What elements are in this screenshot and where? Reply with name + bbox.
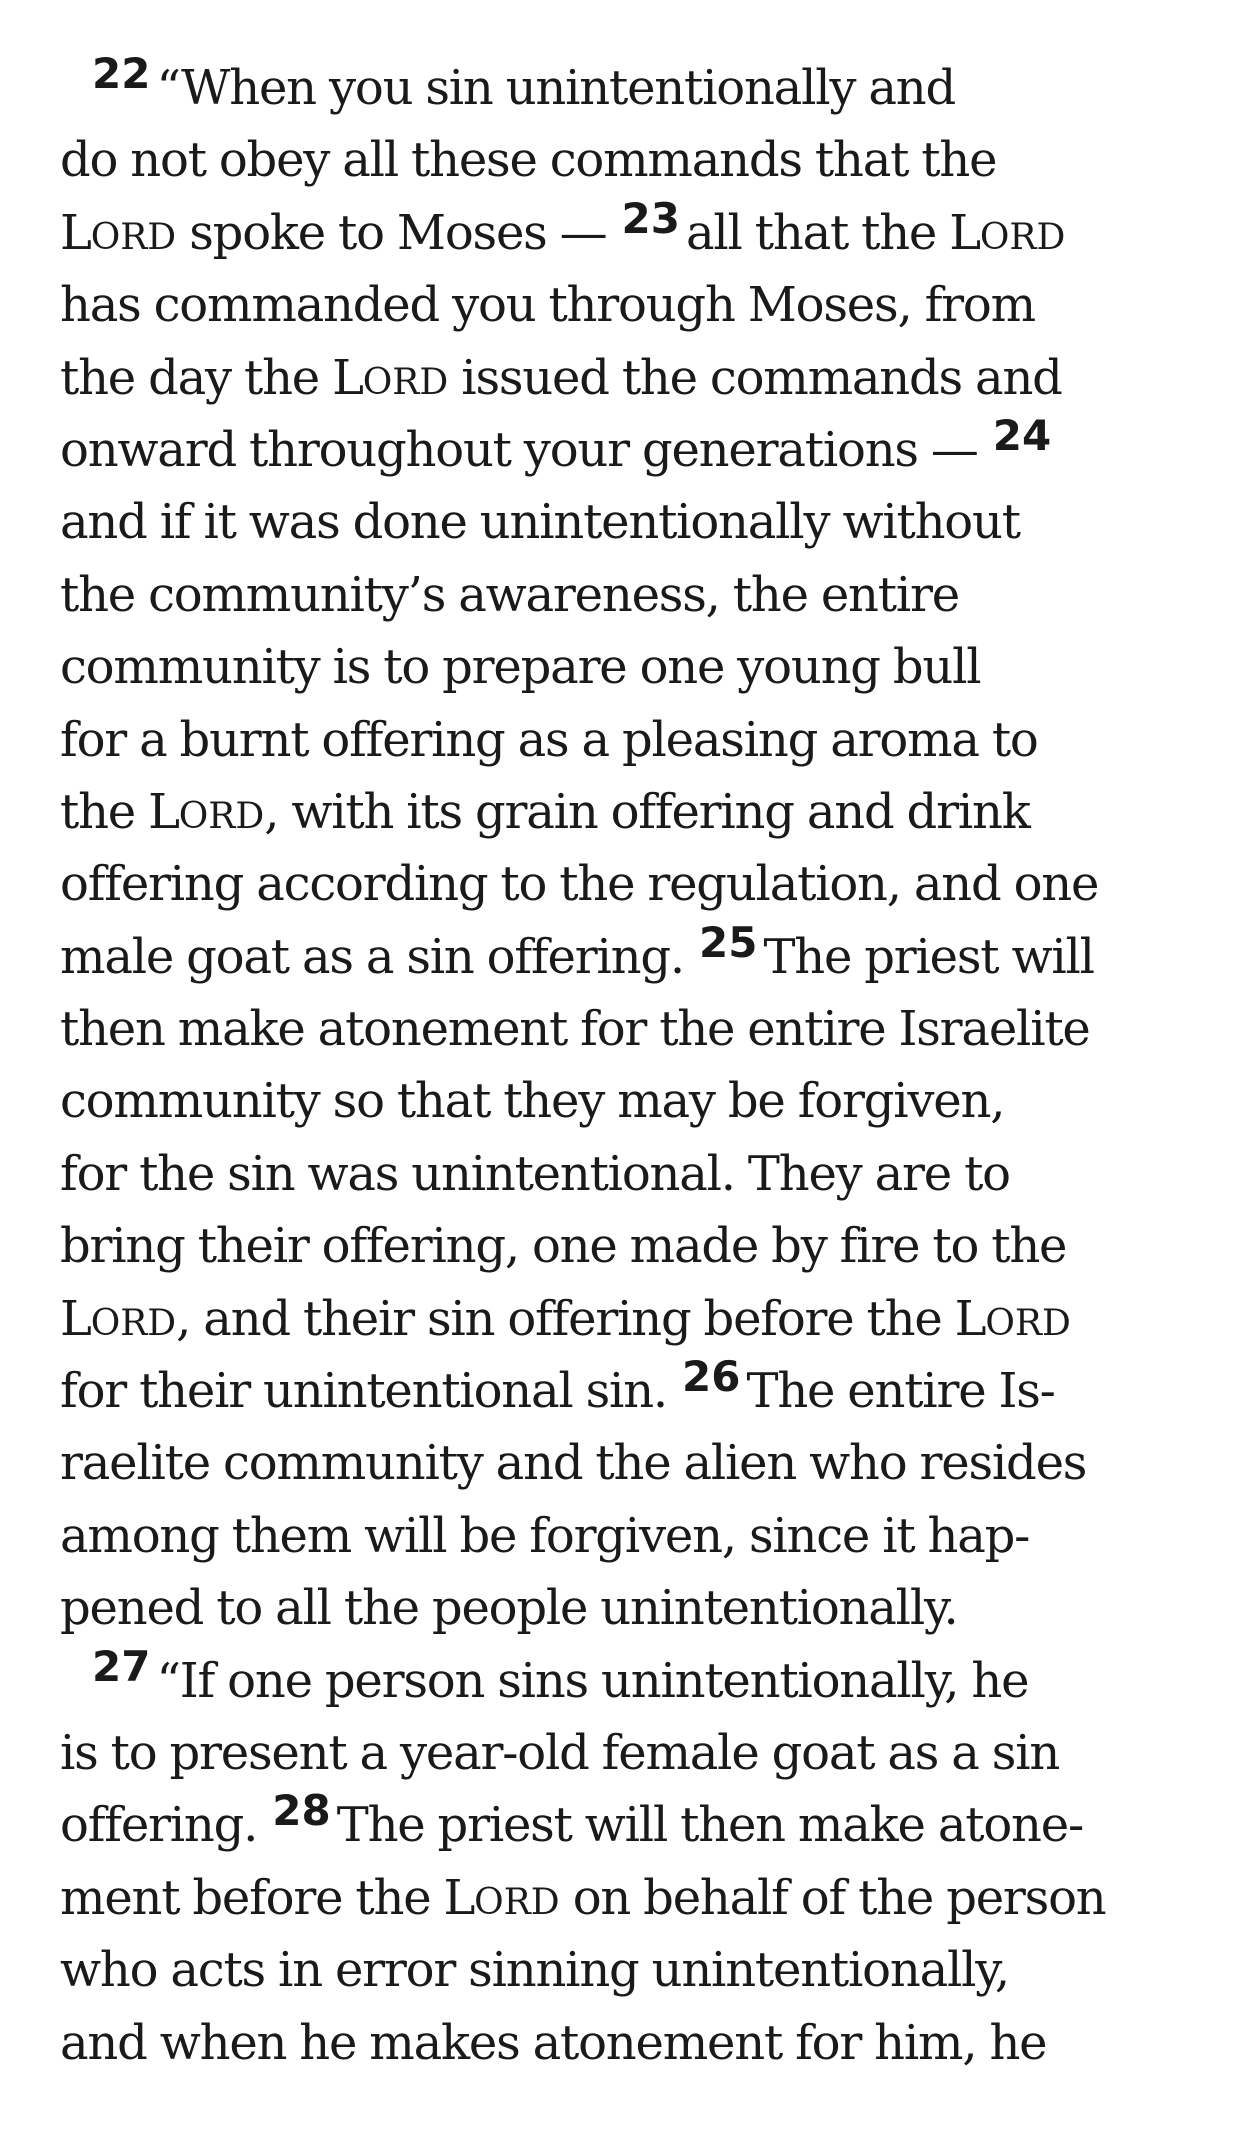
line-text: “When you sin unintentionally and bbox=[156, 60, 956, 116]
line-text: offering. bbox=[60, 1797, 258, 1854]
line-text: for a burnt offering as a pleasing aroma to bbox=[60, 711, 1038, 768]
verse-number: 28 bbox=[272, 1786, 331, 1836]
text-line bbox=[60, 1862, 1200, 1934]
line-text-after: The priest will bbox=[763, 928, 1094, 985]
text-line bbox=[60, 1352, 1200, 1427]
line-text-after: issued the commands and bbox=[448, 349, 1062, 406]
divine-name-initial: L bbox=[60, 1290, 91, 1347]
line-text: is to present a year-old female goat as a sin bbox=[60, 1724, 1060, 1781]
line-text: and when he makes atonement for him, he bbox=[60, 2014, 1047, 2071]
line-text: who acts in error sinning unintentionally, bbox=[60, 1942, 1009, 1999]
text-line bbox=[60, 917, 1200, 993]
divine-name-initial: L bbox=[332, 349, 363, 406]
divine-name-initial: L bbox=[949, 204, 980, 261]
line-text: , and their sin offering before the bbox=[176, 1290, 955, 1347]
line-text: the bbox=[60, 783, 149, 840]
text-line bbox=[60, 1717, 1200, 1789]
line-text-after: The priest will then make atone- bbox=[336, 1797, 1083, 1854]
divine-name-smallcaps: ORD bbox=[90, 216, 177, 258]
divine-name-initial: L bbox=[148, 783, 179, 840]
text-line bbox=[60, 631, 1200, 703]
divine-name-smallcaps: ORD bbox=[474, 1881, 560, 1923]
line-text: for their unintentional sin. bbox=[60, 1363, 667, 1420]
verse-number: 26 bbox=[682, 1352, 741, 1402]
line-text: onward throughout your generations — bbox=[60, 421, 978, 478]
verse-number: 24 bbox=[992, 410, 1052, 460]
text-line bbox=[60, 124, 1200, 196]
text-line bbox=[60, 1210, 1200, 1282]
line-text-after: The entire Is- bbox=[746, 1363, 1055, 1420]
line-text: offering according to the regulation, and one bbox=[60, 856, 1099, 913]
text-line bbox=[60, 1427, 1200, 1499]
line-text: “If one person sins unintentionally, he bbox=[156, 1652, 1029, 1709]
line-text-after: on behalf of the person bbox=[559, 1869, 1106, 1926]
verse-number: 22 bbox=[92, 49, 151, 98]
text-line bbox=[60, 269, 1200, 341]
line-text: ment before the bbox=[60, 1869, 444, 1926]
text-line bbox=[60, 1934, 1200, 2006]
line-text: bring their offering, one made by fire to the bbox=[60, 1218, 1067, 1275]
text-line bbox=[60, 776, 1200, 848]
text-line bbox=[60, 2007, 1200, 2079]
text-line bbox=[60, 1065, 1200, 1137]
divine-name-smallcaps: ORD bbox=[985, 1302, 1071, 1344]
divine-name-smallcaps: ORD bbox=[178, 795, 265, 837]
line-text: raelite community and the alien who resides bbox=[60, 1435, 1087, 1492]
divine-name-smallcaps: ORD bbox=[362, 361, 449, 403]
line-text: has commanded you through Moses, from bbox=[60, 277, 1035, 334]
divine-name-initial: L bbox=[60, 204, 91, 261]
text-line bbox=[60, 1138, 1200, 1210]
verse-number: 27 bbox=[92, 1641, 151, 1691]
text-line bbox=[60, 704, 1200, 776]
line-text: pened to all the people unintentionally. bbox=[60, 1580, 958, 1637]
text-line bbox=[60, 410, 1200, 486]
text-line bbox=[60, 193, 1200, 269]
line-text: spoke to Moses — bbox=[176, 204, 607, 261]
text-line bbox=[60, 993, 1200, 1065]
divine-name-smallcaps: ORD bbox=[979, 216, 1066, 258]
line-text: among them will be forgiven, since it hap- bbox=[60, 1507, 1030, 1564]
line-text: for the sin was unintentional. They are to bbox=[60, 1145, 1010, 1202]
divine-name-smallcaps: ORD bbox=[90, 1302, 177, 1344]
divine-name-initial: L bbox=[954, 1290, 986, 1347]
text-line bbox=[60, 1572, 1200, 1644]
line-text: the day the bbox=[60, 349, 333, 406]
line-text: do not obey all these commands that the bbox=[60, 132, 997, 189]
verse-number: 25 bbox=[698, 917, 758, 967]
line-text-after: , with its grain offering and drink bbox=[264, 783, 1030, 840]
line-text: community so that they may be forgiven, bbox=[60, 1073, 1005, 1130]
line-text: and if it was done unintentionally without bbox=[60, 494, 1020, 551]
line-text: male goat as a sin offering. bbox=[60, 928, 684, 985]
text-line bbox=[60, 1786, 1200, 1861]
text-line bbox=[60, 486, 1200, 558]
text-line bbox=[60, 49, 1200, 124]
text-line bbox=[60, 342, 1200, 414]
line-text: the community’s awareness, the entire bbox=[60, 566, 959, 623]
text-line bbox=[60, 1500, 1200, 1572]
line-text: community is to prepare one young bull bbox=[60, 639, 981, 696]
verse-number: 23 bbox=[621, 193, 680, 243]
text-line bbox=[60, 559, 1200, 631]
scripture-passage bbox=[60, 49, 1200, 2079]
divine-name-initial: L bbox=[443, 1869, 475, 1926]
text-line bbox=[60, 848, 1200, 920]
line-text-after: all that the bbox=[685, 204, 950, 261]
text-line bbox=[60, 1641, 1200, 1717]
line-text: then make atonement for the entire Israelite bbox=[60, 1001, 1090, 1058]
text-line bbox=[60, 1283, 1200, 1355]
